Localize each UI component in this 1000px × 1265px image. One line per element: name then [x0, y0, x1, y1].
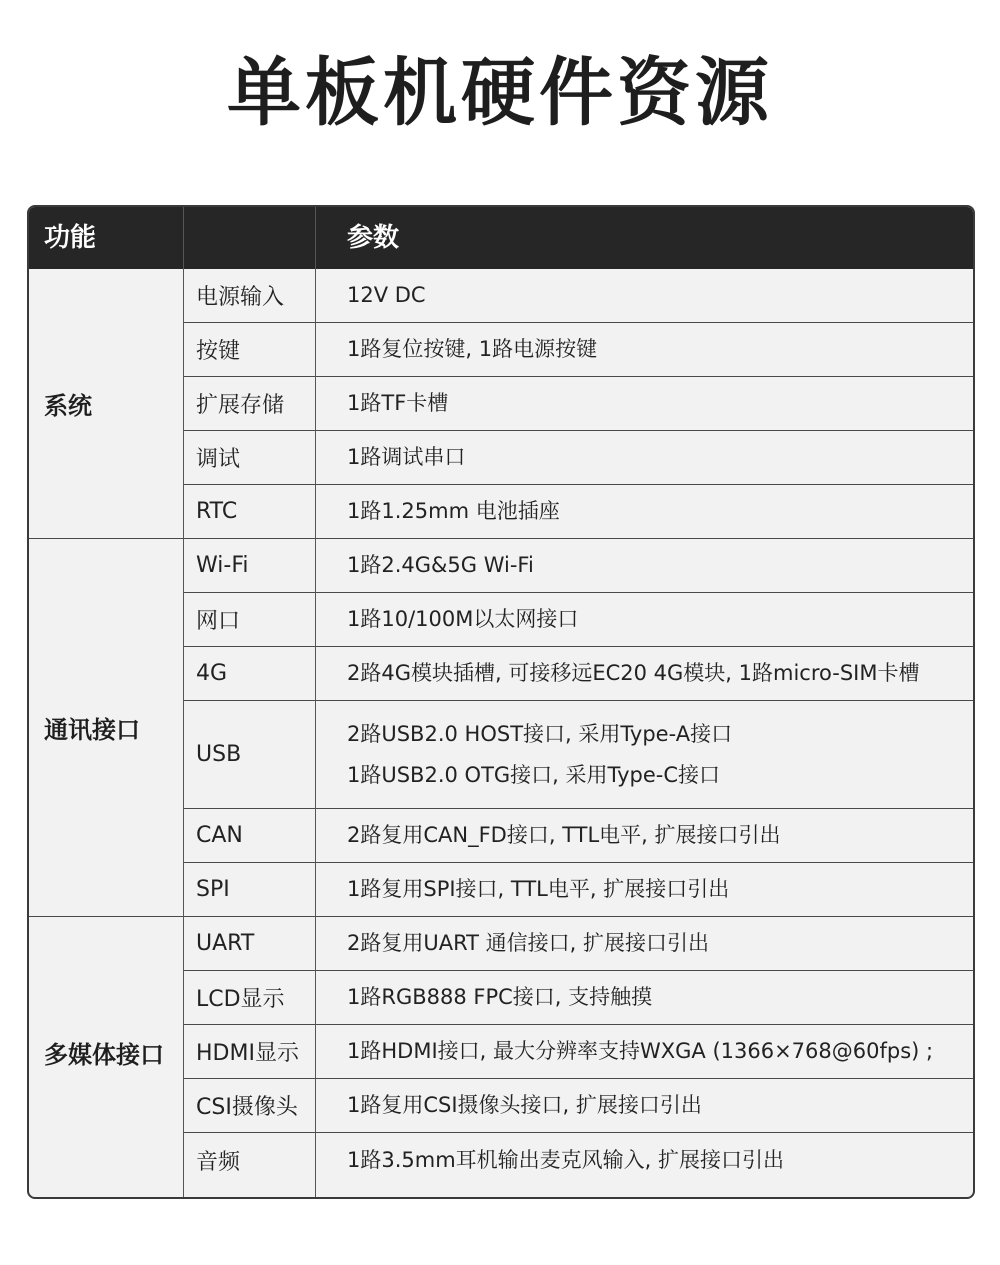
item-name: CSI摄像头 — [196, 1095, 298, 1120]
item-name: 音频 — [196, 1149, 241, 1175]
table-row — [184, 1133, 975, 1187]
table-row — [184, 971, 975, 1025]
value-line: 1路复用SPI接口, TTL电平, 扩展接口引出 — [347, 877, 730, 901]
item-name: HDMI显示 — [196, 1041, 299, 1066]
item-value — [347, 809, 975, 862]
header-params: 参数 — [347, 223, 400, 253]
table-row — [184, 431, 975, 485]
item-value — [347, 863, 975, 916]
value-line: 1路TF卡槽 — [347, 391, 449, 415]
table-row — [184, 1025, 975, 1079]
item-name: UART — [196, 931, 255, 956]
item-value — [347, 701, 975, 808]
item-name: USB — [196, 742, 242, 767]
item-value — [347, 1025, 975, 1078]
value-line: 1路复位按键, 1路电源按键 — [347, 337, 598, 361]
table-row — [184, 377, 975, 431]
value-line: 2路4G模块插槽, 可接移远EC20 4G模块, 1路micro-SIM卡槽 — [347, 661, 920, 685]
item-name: LCD显示 — [196, 987, 285, 1012]
item-name: RTC — [196, 499, 238, 524]
table-row — [184, 701, 975, 809]
table-row — [184, 809, 975, 863]
table-header — [29, 207, 973, 269]
item-name: SPI — [196, 877, 230, 902]
item-name: 网口 — [196, 609, 241, 634]
item-name: 电源输入 — [196, 285, 285, 310]
value-line: 2路复用CAN_FD接口, TTL电平, 扩展接口引出 — [347, 823, 781, 847]
table-row — [184, 485, 975, 539]
item-value — [347, 377, 975, 430]
table-row — [184, 647, 975, 701]
value-line: 1路RGB888 FPC接口, 支持触摸 — [347, 985, 653, 1009]
value-line: 1路HDMI接口, 最大分辨率支持WXGA (1366×768@60fps) ; — [347, 1039, 934, 1063]
item-value — [347, 647, 975, 700]
table-row — [184, 863, 975, 917]
table-row — [184, 593, 975, 647]
item-name: 调试 — [196, 447, 241, 472]
table-row — [184, 539, 975, 593]
group-label: 通讯接口 — [29, 539, 183, 917]
value-line: 1路调试串口 — [347, 445, 466, 469]
item-name: 4G — [196, 661, 228, 686]
item-name: CAN — [196, 823, 243, 848]
column-divider — [183, 207, 184, 1197]
item-value — [347, 431, 975, 484]
table-row — [184, 1079, 975, 1133]
table-row — [184, 269, 975, 323]
table-row — [184, 917, 975, 971]
value-line: 12V DC — [347, 283, 426, 307]
column-divider — [315, 207, 316, 1197]
group-label: 系统 — [29, 269, 183, 539]
page-title: 单板机硬件资源 — [227, 50, 773, 136]
value-line: 1路1.25mm 电池插座 — [347, 499, 560, 523]
item-name: Wi-Fi — [196, 553, 249, 578]
item-value — [347, 539, 975, 592]
value-line: 2路复用UART 通信接口, 扩展接口引出 — [347, 931, 710, 955]
item-value — [347, 323, 975, 376]
hardware-table — [27, 205, 975, 1199]
item-value — [347, 1133, 975, 1187]
value-line: 1路10/100M以太网接口 — [347, 607, 579, 631]
item-value — [347, 1079, 975, 1132]
item-value — [347, 917, 975, 970]
item-value — [347, 485, 975, 538]
group-label: 多媒体接口 — [44, 1040, 164, 1069]
value-line: 1路复用CSI摄像头接口, 扩展接口引出 — [347, 1093, 702, 1117]
header-function: 功能 — [44, 223, 97, 253]
value-line: 1路USB2.0 OTG接口, 采用Type-C接口 — [347, 762, 720, 787]
value-line: 1路3.5mm耳机输出麦克风输入, 扩展接口引出 — [347, 1147, 785, 1172]
item-value — [347, 269, 975, 322]
table-row — [184, 323, 975, 377]
value-line: 2路USB2.0 HOST接口, 采用Type-A接口 — [347, 721, 733, 746]
item-value — [347, 971, 975, 1024]
item-value — [347, 593, 975, 646]
value-line: 1路2.4G&5G Wi-Fi — [347, 553, 534, 577]
item-name: 扩展存储 — [196, 393, 285, 418]
item-name: 按键 — [196, 339, 241, 364]
